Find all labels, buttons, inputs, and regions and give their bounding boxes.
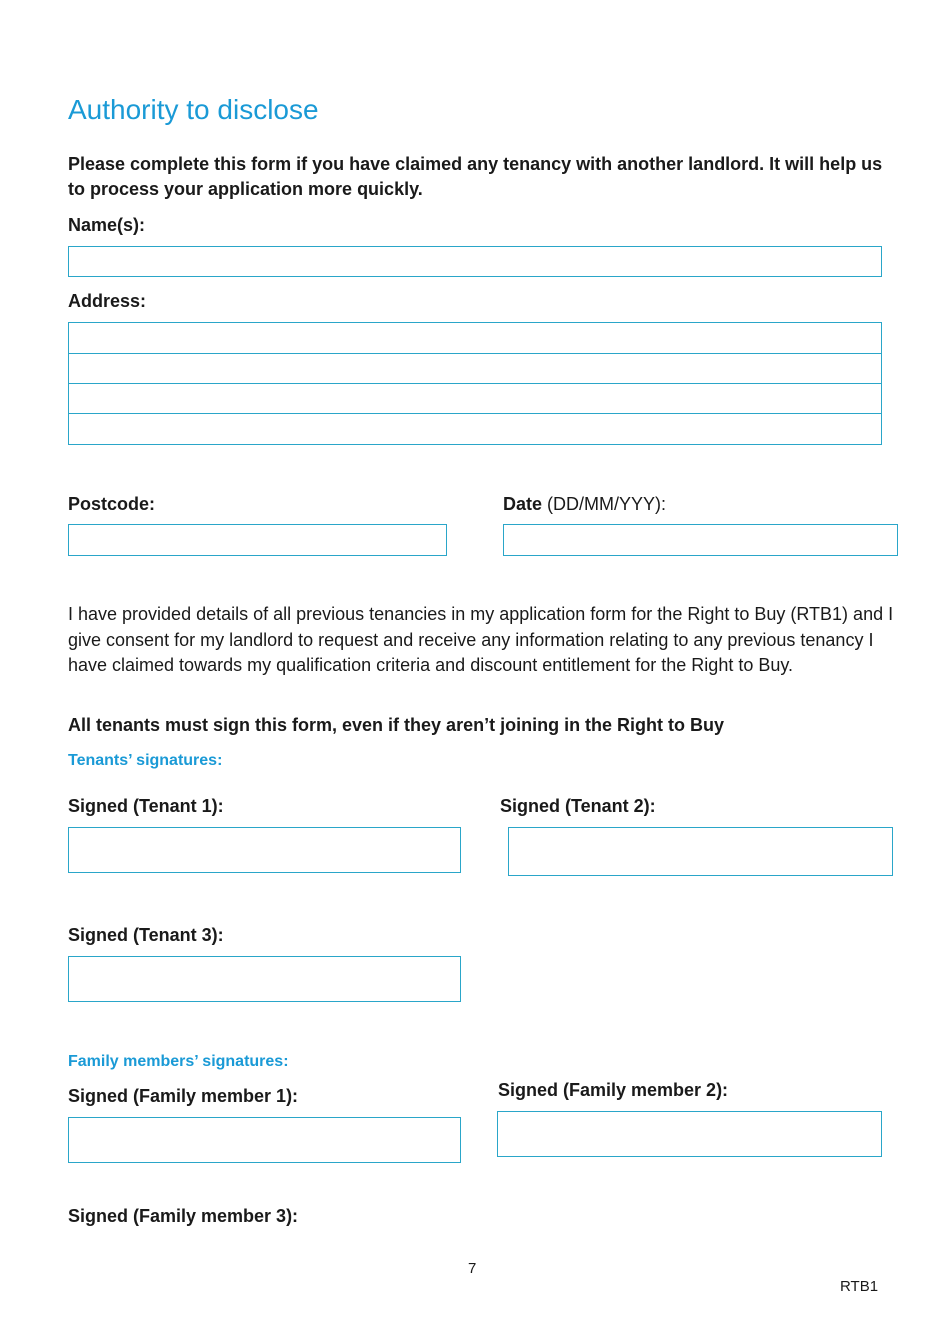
family-signatures-heading: Family members’ signatures: bbox=[68, 1053, 289, 1070]
page-number: 7 bbox=[468, 1260, 477, 1277]
tenant-1-label: Signed (Tenant 1): bbox=[68, 796, 224, 816]
address-label: Address: bbox=[68, 291, 147, 311]
page-title: Authority to disclose bbox=[68, 94, 319, 125]
address-line-1-field[interactable] bbox=[68, 322, 882, 354]
address-line-4-field[interactable] bbox=[68, 413, 882, 445]
family-member-1-signature-field[interactable] bbox=[68, 1117, 461, 1163]
tenant-3-signature-field[interactable] bbox=[68, 956, 461, 1002]
postcode-label: Postcode: bbox=[68, 494, 156, 514]
name-label: Name(s): bbox=[68, 215, 146, 235]
date-field[interactable] bbox=[503, 524, 898, 556]
tenant-2-label: Signed (Tenant 2): bbox=[500, 796, 656, 816]
family-member-1-label: Signed (Family member 1): bbox=[68, 1086, 299, 1106]
intro-text: Please complete this form if you have claimed any tenancy with another landlord. It will help us to process your application more quickly. bbox=[68, 154, 883, 199]
tenant-3-label: Signed (Tenant 3): bbox=[68, 925, 224, 945]
form-code: RTB1 bbox=[840, 1278, 879, 1295]
consent-text: I have provided details of all previous tenancies in my application form for the Right to Buy (RTB1) and I give consent for my landlord to request and receive any information relating to any previous tenancy I have claimed towards my qualification criteria and discount entitlement for the Right to Buy. bbox=[68, 604, 894, 675]
tenants-signatures-heading: Tenants’ signatures: bbox=[68, 752, 223, 769]
date-format-hint: (DD/MM/YYY): bbox=[547, 494, 667, 514]
all-tenants-notice: All tenants must sign this form, even if they aren’t joining in the Right to Buy bbox=[68, 715, 725, 735]
family-member-2-signature-field[interactable] bbox=[497, 1111, 882, 1157]
name-field[interactable] bbox=[68, 246, 882, 277]
address-line-3-field[interactable] bbox=[68, 383, 882, 414]
tenant-2-signature-field[interactable] bbox=[508, 827, 893, 876]
postcode-field[interactable] bbox=[68, 524, 447, 556]
family-member-3-label: Signed (Family member 3): bbox=[68, 1206, 299, 1226]
family-member-2-label: Signed (Family member 2): bbox=[498, 1080, 729, 1100]
date-label-text: Date bbox=[503, 494, 543, 514]
tenant-1-signature-field[interactable] bbox=[68, 827, 461, 873]
date-label bbox=[503, 493, 666, 515]
address-line-2-field[interactable] bbox=[68, 353, 882, 384]
